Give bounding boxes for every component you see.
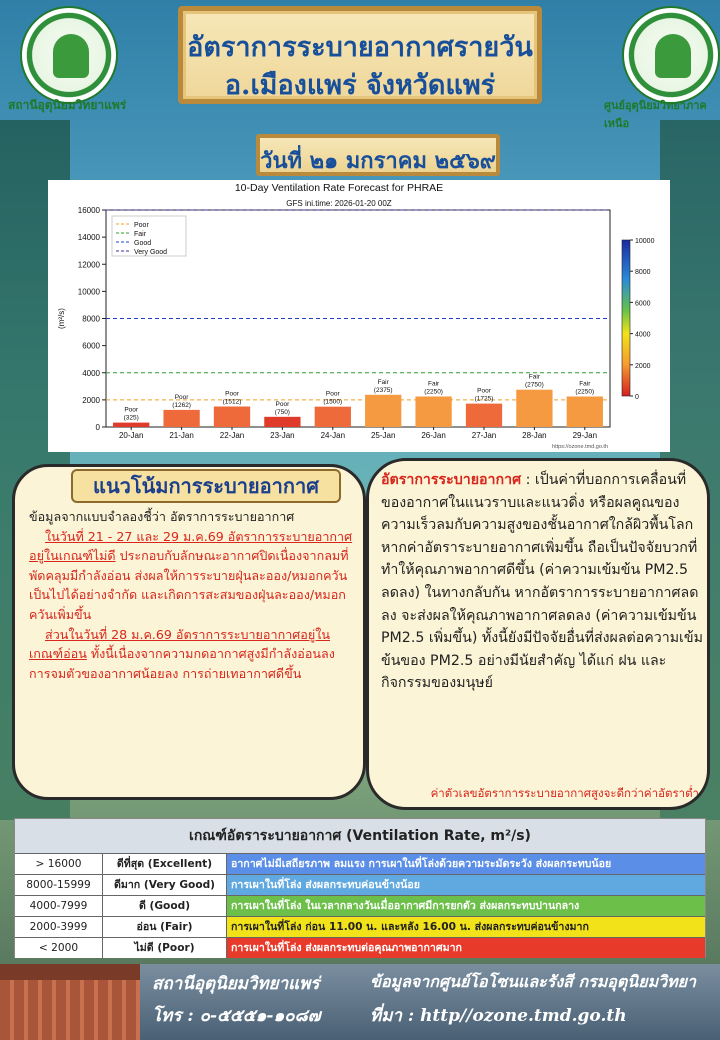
trend-body — [29, 507, 359, 683]
bar-category-label: Fair — [528, 373, 541, 381]
colorbar — [622, 240, 630, 396]
footer — [0, 964, 720, 1040]
x-tick-label: 24-Jan — [320, 431, 346, 440]
definition-note: ค่าตัวเลขอัตราการระบายอากาศสูงจะดีกว่าค่าอัตราต่ำ — [430, 786, 699, 800]
trend-highlight-2: ส่วนในวันที่ 28 ม.ค.69 อัตราการระบายอากาศอยู่ในเกณฑ์อ่อน — [29, 626, 330, 662]
criteria-level: ดี (Good) — [103, 896, 227, 916]
criteria-range: 4000-7999 — [15, 896, 103, 916]
trend-highlight-1: ในวันที่ 21 - 27 และ 29 ม.ค.69 อัตราการระบายอากาศอยู่ในเกณฑ์ไม่ดี — [29, 528, 353, 564]
tmd-logo-right — [622, 6, 720, 104]
chart-subtitle: GFS ini.time: 2026-01-20 00Z — [286, 199, 392, 208]
criteria-range: 8000-15999 — [15, 875, 103, 895]
criteria-level: ดีที่สุด (Excellent) — [103, 854, 227, 874]
bar-category-label: Fair — [579, 380, 591, 388]
bar-value-label: (2250) — [424, 388, 443, 396]
criteria-level: ไม่ดี (Poor) — [103, 938, 227, 958]
colorbar-tick-label: 0 — [635, 394, 639, 401]
bar — [113, 423, 149, 427]
bar — [567, 396, 603, 427]
page-title: อัตราการระบายอากาศรายวัน — [187, 32, 533, 63]
criteria-row — [15, 874, 705, 895]
date-banner — [256, 134, 500, 176]
trend-detail-1: ประกอบกับลักษณะอากาศปิดเนื่องจากลมที่พัดคลุมมีกำลังอ่อน ส่งผลให้การระบายฝุ่นละออง/หมอกควันเป็นไปได้อย่างจำกัด และเกิดการสะสมของฝุ่นละออง/หมอกควันเพิ่มขึ้น — [29, 548, 349, 622]
definition-panel — [366, 458, 710, 810]
bar-value-label: (2375) — [373, 386, 393, 394]
bar-value-label: (750) — [274, 408, 290, 416]
colorbar-tick-label: 2000 — [635, 362, 651, 370]
bar — [214, 406, 250, 427]
bar-category-label: Poor — [275, 400, 290, 408]
station-caption: สถานีอุตุนิยมวิทยาแพร่ — [8, 98, 127, 112]
criteria-range: 2000-3999 — [15, 917, 103, 937]
criteria-description: การเผาในที่โล่ง ส่งผลกระทบต่อคุณภาพอากาศมาก — [227, 938, 705, 958]
trend-paragraph-2 — [29, 625, 359, 684]
criteria-row — [15, 916, 705, 937]
bar — [163, 410, 199, 427]
bar-category-label: Poor — [124, 406, 139, 414]
criteria-row — [15, 853, 705, 874]
criteria-level: ดีมาก (Very Good) — [103, 875, 227, 895]
criteria-row — [15, 937, 705, 958]
seal-icon — [655, 34, 691, 78]
chart-svg — [48, 180, 670, 452]
x-tick-label: 22-Jan — [219, 431, 245, 440]
colorbar-tick-label: 10000 — [635, 238, 655, 245]
chart-title: 10-Day Ventilation Rate Forecast for PHRAE — [234, 182, 444, 194]
y-tick-label: 2000 — [82, 395, 100, 405]
x-tick-label: 29-Jan — [572, 431, 598, 440]
trend-detail-2: ทั้งนี้เนื่องจากความกดอากาศสูงมีกำลังอ่อนลง การจมตัวของอากาศน้อยลง การถ่ายเทอากาศดีขึ้น — [29, 646, 335, 681]
y-tick-label: 4000 — [82, 368, 100, 378]
footer-phone: โทร : ๐-๕๕๕๑-๑๐๘๗ — [152, 1006, 321, 1026]
legend-label: Poor — [134, 222, 149, 229]
definition-term: อัตราการระบายอากาศ — [381, 472, 522, 488]
trend-panel — [12, 464, 366, 800]
y-tick-label: 14000 — [77, 233, 100, 243]
bar-value-label: (2250) — [575, 388, 595, 396]
bar-category-label: Poor — [225, 390, 239, 398]
x-tick-label: 20-Jan — [118, 431, 144, 440]
y-tick-label: 0 — [95, 423, 100, 432]
ventilation-chart — [48, 180, 670, 452]
bar-value-label: (2750) — [525, 381, 544, 389]
criteria-range: > 16000 — [15, 854, 103, 874]
trend-paragraph-1 — [29, 527, 359, 625]
legend-label: Very Good — [134, 249, 168, 256]
colorbar-tick-label: 6000 — [635, 300, 651, 308]
criteria-range: < 2000 — [15, 938, 103, 958]
bar — [415, 396, 451, 427]
footer-url[interactable]: ที่มา : http//ozone.tmd.go.th — [370, 1006, 627, 1026]
bar — [315, 407, 351, 427]
chart-source: https://ozone.tmd.go.th — [552, 444, 608, 450]
footer-station: สถานีอุตุนิยมวิทยาแพร่ — [152, 974, 320, 994]
bar-category-label: Poor — [325, 390, 340, 398]
title-banner — [178, 6, 542, 104]
definition-text: : เป็นค่าที่บอกการเคลื่อนที่ของอากาศในแนวราบและแนวดิ่ง หรือผลคูณของความเร็วลมกับความสูงของชั้นอากาศใกล้ผิวพื้นโลก หากค่าอัตราระบายอากาศเพิ่มขึ้น ถือเป็นปัจจัยบวกที่ทำให้คุณภาพอากาศดีขึ้น (ค่าความเข้มข้น PM2.5 ลดลง) ในทางกลับกัน หากอัตราการระบายอากาศลดลง จะส่งผลให้คุณภาพอากาศลดลง (ค่าความเข้มข้น PM2.5 เพิ่มขึ้น) ทั้งนี้ยังมีปัจจัยอื่นที่ส่งผลต่อความเข้มข้นของ PM2.5 อย่างมีนัยสำคัญ ได้แก่ ฝน และกิจกรรมของมนุษย์ — [381, 472, 703, 692]
bar-category-label: Fair — [427, 380, 440, 388]
bar — [516, 390, 552, 427]
seal-icon — [53, 34, 89, 78]
y-tick-label: 16000 — [77, 206, 100, 215]
legend-label: Fair — [134, 231, 147, 238]
bar — [466, 404, 502, 427]
criteria-row — [15, 895, 705, 916]
y-tick-label: 12000 — [77, 260, 100, 270]
x-tick-label: 27-Jan — [471, 431, 497, 440]
bar-value-label: (325) — [123, 414, 139, 422]
x-tick-label: 26-Jan — [421, 431, 446, 440]
bar-value-label: (1512) — [222, 398, 242, 406]
criteria-description: การเผาในที่โล่ง ก่อน 11.00 น. และหลัง 16.00 น. ส่งผลกระทบค่อนข้างมาก — [227, 917, 705, 937]
y-axis-label: (m²/s) — [57, 308, 66, 329]
center-caption: ศูนย์อุตุนิยมวิทยาภาคเหนือ — [604, 99, 707, 130]
bar-value-label: (1262) — [172, 401, 191, 409]
bar — [264, 417, 300, 427]
criteria-table — [14, 818, 706, 958]
colorbar-tick-label: 4000 — [635, 331, 651, 339]
criteria-level: อ่อน (Fair) — [103, 917, 227, 937]
bar-category-label: Poor — [174, 393, 189, 401]
criteria-description: การเผาในที่โล่ง ส่งผลกระทบค่อนข้างน้อย — [227, 875, 705, 895]
tmd-logo-left — [20, 6, 118, 104]
bar-category-label: Fair — [377, 378, 389, 386]
criteria-description: การเผาในที่โล่ง ในเวลากลางวันเมื่ออากาศมีการยกตัว ส่งผลกระทบปานกลาง — [227, 896, 705, 916]
criteria-title: เกณฑ์อัตราระบายอากาศ (Ventilation Rate, m²/s) — [15, 819, 705, 853]
trend-heading: แนวโน้มการระบายอากาศ — [71, 469, 341, 503]
y-tick-label: 10000 — [77, 287, 100, 297]
forecast-date: วันที่ ๒๑ มกราคม ๒๕๖๙ — [260, 148, 496, 174]
bar-value-label: (1500) — [323, 398, 343, 406]
y-tick-label: 6000 — [82, 341, 100, 351]
x-tick-label: 28-Jan — [522, 431, 547, 440]
colorbar-tick-label: 8000 — [635, 269, 651, 277]
footer-source: ข้อมูลจากศูนย์โอโซนและรังสี กรมอุตุนิยมวิทยา — [370, 972, 697, 991]
x-tick-label: 23-Jan — [270, 431, 295, 440]
trend-intro: ข้อมูลจากแบบจำลองชี้ว่า อัตราการระบายอากาศ — [29, 509, 295, 524]
bar-value-label: (1725) — [474, 395, 494, 403]
legend-label: Good — [134, 240, 152, 247]
criteria-rows — [15, 853, 705, 958]
definition-body — [381, 469, 705, 695]
bar-category-label: Poor — [477, 387, 491, 395]
bar — [365, 395, 401, 427]
x-tick-label: 21-Jan — [169, 431, 194, 440]
station-building-image — [0, 964, 140, 1040]
x-tick-label: 25-Jan — [370, 431, 396, 440]
y-tick-label: 8000 — [82, 314, 100, 324]
page-subtitle: อ.เมืองแพร่ จังหวัดแพร่ — [224, 70, 496, 101]
criteria-description: อากาศไม่มีเสถียรภาพ ลมแรง การเผาในที่โล่งด้วยความระมัดระวัง ส่งผลกระทบน้อย — [227, 854, 705, 874]
